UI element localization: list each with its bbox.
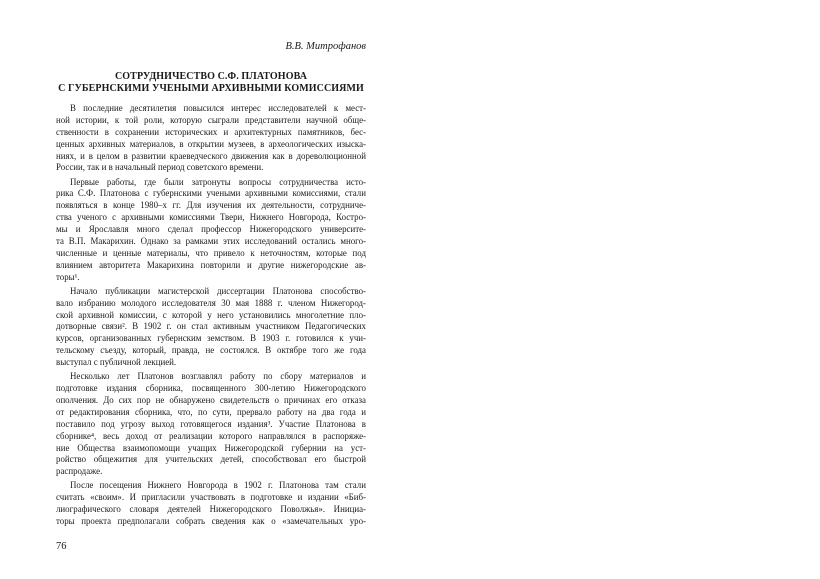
text-line: лиографического словаря деятелей Нижегородского Поволжья». Инициа-: [56, 504, 366, 515]
text-line: Несколько лет Платонов возглавлял работу по сбору материалов и: [70, 371, 366, 382]
text-line: После посещения Нижнего Новгорода в 1902 г. Платонова там стали: [70, 480, 366, 491]
text-line: ниях, и в целом в развитии краеведческого движения как в дореволюционной: [56, 150, 366, 161]
text-line: мы и Ярославля много сделал профессор Нижегородского университе-: [56, 224, 366, 235]
page-number: 76: [56, 541, 67, 552]
text-line: торы¹.: [56, 271, 80, 282]
text-line: В последние десятилетия повысился интерес исследователей к мест-: [70, 103, 366, 113]
text-line: рика С.Ф. Платонова с губернскими учеными архивными комиссиями, стали: [56, 188, 366, 199]
text-line: от редактирования сборника, что, по сути, прервало работу на два года и: [56, 406, 366, 417]
paragraph: [56, 371, 366, 478]
text-line: считать «своим». И пригласили участвовать в подготовке и издании «Биб-: [56, 492, 366, 503]
text-line: подготовке издания сборника, посвященного 300-летию Нижегородского: [56, 383, 366, 394]
article-body: [56, 103, 366, 530]
text-line: выступал с публичной лекцией.: [56, 357, 177, 368]
article-title: [56, 71, 366, 95]
text-line: численные и ценные материалы, что привело к неточностям, которые под: [56, 247, 366, 258]
text-line: Начало публикации магистерской диссертации Платонова способство-: [70, 285, 366, 296]
text-line: России, так и в начальный период советского времени.: [56, 162, 264, 173]
text-line: ства ученого с архивными комиссиями Твери, Нижнего Новгорода, Костро-: [56, 212, 366, 223]
text-line: торы проекта предполагали собрать сведения как о «замечательных уро-: [56, 516, 366, 527]
text-line: ственности в сохранении исторических и архитектурных памятников, бес-: [56, 126, 366, 137]
text-line: влиянием авторитета Макарихина повторили и другие нижегородские ав-: [56, 259, 366, 270]
paragraph: [56, 103, 366, 174]
text-line: тельскому съезду, который, правда, не состоялся. В октябре того же года: [56, 345, 366, 356]
paragraph: [56, 177, 366, 284]
text-line: ополчения. До сих пор не обнаружено свидетельств о причинах его отказа: [56, 394, 366, 405]
text-line: вало избранию молодого исследователя 30 мая 1888 г. членом Нижегород-: [56, 297, 366, 308]
text-line: ской архивной комиссии, с которой у него установились многолетние пло-: [56, 309, 366, 320]
text-line: поставило под угрозу выход готовящегося издания³. Участие Платонова в: [56, 418, 366, 429]
text-line: курсов, организованных губернским земством. В 1903 г. готовился к учи-: [56, 333, 366, 344]
running-head-author: В.В. Митрофанов: [285, 41, 366, 52]
text-line: ройство общежития для учительских детей, способствовал его быстрой: [56, 454, 366, 465]
text-line: распродаже.: [56, 466, 103, 477]
text-line: та В.П. Макарихин. Однако за рамками этих исследований остались много-: [56, 235, 366, 246]
text-line: ценных архивных материалов, в открытии музеев, в археологических изыска-: [56, 138, 366, 149]
text-line: сборнике⁴, весь доход от реализации которого направлялся в распоряже-: [56, 430, 366, 441]
paragraph: [56, 480, 366, 528]
article-title-line-1: СОТРУДНИЧЕСТВО С.Ф. ПЛАТОНОВА: [114, 71, 308, 82]
text-line: ной истории, к той роли, которую сыграли представители научной обще-: [56, 114, 366, 125]
text-line: появляться в конце 1980–х гг. Для изучения их деятельности, сотрудниче-: [56, 200, 366, 211]
article-title-line-2: С ГУБЕРНСКИМИ УЧЕНЫМИ АРХИВНЫМИ КОМИССИЯМИ: [58, 83, 364, 94]
text-line: Первые работы, где были затронуты вопросы сотрудничества исто-: [70, 176, 366, 187]
paragraph: [56, 286, 366, 369]
text-line: ние Общества взаимопомощи учащих Нижегородской губернии на уст-: [56, 442, 366, 453]
text-line: дотворные связи². В 1902 г. он стал активным участником Педагогических: [56, 321, 366, 332]
